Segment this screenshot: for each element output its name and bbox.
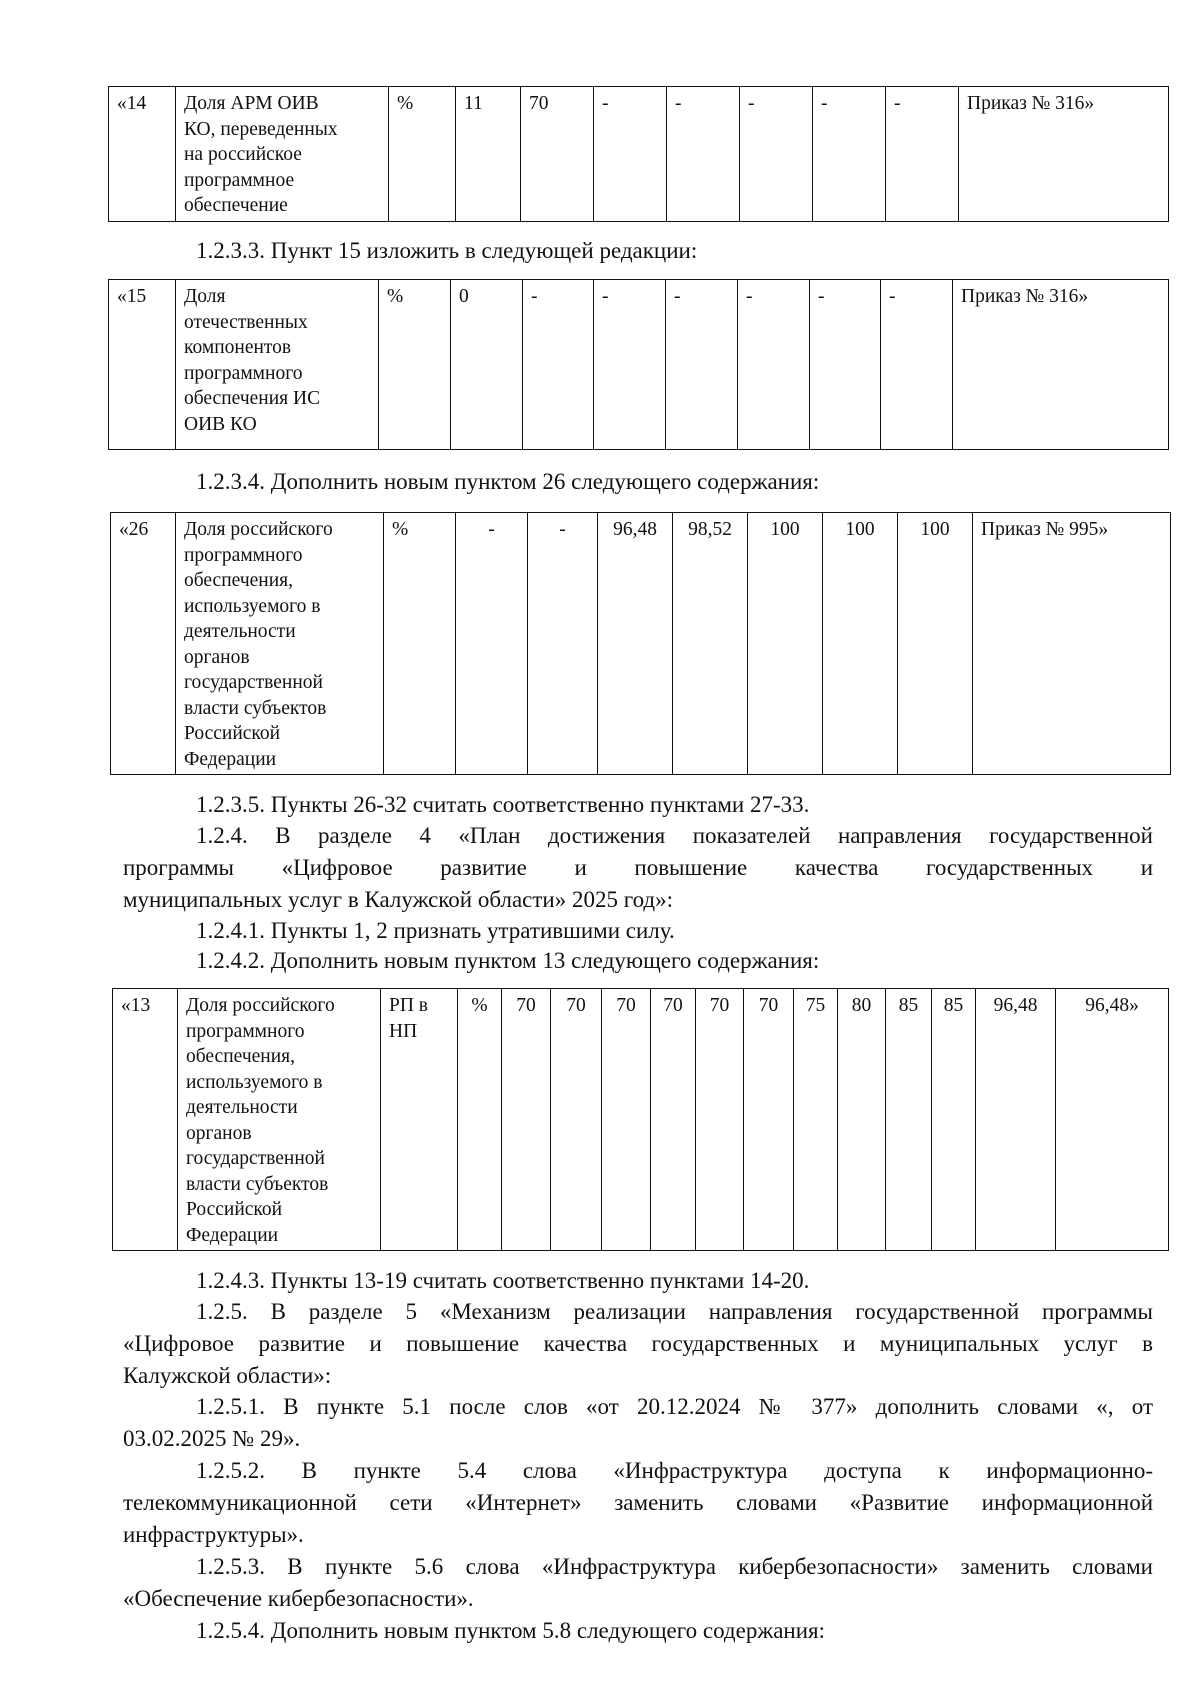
cell: % bbox=[389, 87, 456, 222]
line: инфраструктуры». bbox=[123, 1522, 304, 1547]
paragraph-1-2-4 bbox=[123, 820, 1153, 916]
paragraph-1-2-5-1 bbox=[123, 1391, 1153, 1455]
cell: «13 bbox=[113, 989, 178, 1251]
table-row-13 bbox=[112, 988, 1169, 1251]
cell: 98,52 bbox=[673, 513, 748, 775]
line: 1.2.5.1. В пункте 5.1 после слов «от 20.12.2024 № 377» дополнить словами «, от bbox=[196, 1394, 1153, 1419]
cell: Доля АРМ ОИВ КО, переведенных на российское программное обеспечение bbox=[176, 87, 389, 222]
cell: - bbox=[667, 87, 740, 222]
line: 1.2.5.3. В пункте 5.6 слова «Инфраструктура кибербезопасности» заменить словами bbox=[196, 1554, 1153, 1579]
cell: - bbox=[523, 280, 594, 450]
cell: - bbox=[456, 513, 528, 775]
line: 1.2.5. В разделе 5 «Механизм реализации направления государственной программы bbox=[196, 1299, 1153, 1324]
line: телекоммуникационной сети «Интернет» заменить словами «Развитие информационной bbox=[123, 1490, 1153, 1515]
line: «Цифровое развитие и повышение качества государственных и муниципальных услуг в bbox=[123, 1331, 1153, 1356]
cell: 70 bbox=[696, 989, 744, 1251]
cell: - bbox=[740, 87, 813, 222]
line: Калужской области»: bbox=[123, 1363, 332, 1388]
paragraph-1-2-5-4: 1.2.5.4. Дополнить новым пунктом 5.8 следующего содержания: bbox=[196, 1618, 826, 1643]
cell: 70 bbox=[744, 989, 794, 1251]
cell: - bbox=[666, 280, 738, 450]
cell: - bbox=[594, 280, 666, 450]
cell: 100 bbox=[748, 513, 823, 775]
cell: 70 bbox=[521, 87, 594, 222]
cell: «14 bbox=[109, 87, 176, 222]
cell: 85 bbox=[932, 989, 976, 1251]
cell: - bbox=[738, 280, 810, 450]
cell: 85 bbox=[886, 989, 932, 1251]
cell: 70 bbox=[551, 989, 602, 1251]
cell: РП в НП bbox=[381, 989, 458, 1251]
cell: 96,48 bbox=[976, 989, 1056, 1251]
cell: 70 bbox=[502, 989, 551, 1251]
line: 03.02.2025 № 29». bbox=[123, 1426, 301, 1451]
cell: % bbox=[458, 989, 502, 1251]
line: программы «Цифровое развитие и повышение качества государственных и bbox=[123, 855, 1153, 880]
cell: 100 bbox=[898, 513, 973, 775]
cell: 96,48» bbox=[1056, 989, 1169, 1251]
cell: - bbox=[886, 87, 959, 222]
cell: Приказ № 316» bbox=[959, 87, 1169, 222]
cell: 80 bbox=[838, 989, 886, 1251]
cell: «26 bbox=[111, 513, 176, 775]
cell: 70 bbox=[602, 989, 651, 1251]
paragraph-1-2-5-2 bbox=[123, 1455, 1153, 1551]
cell: % bbox=[379, 280, 451, 450]
cell: 11 bbox=[456, 87, 521, 222]
cell: Приказ № 995» bbox=[973, 513, 1171, 775]
cell: Доля российского программного обеспечения, используемого в деятельности органов государственной власти субъектов Российской Федерации bbox=[178, 989, 381, 1251]
paragraph-1-2-4-3: 1.2.4.3. Пункты 13-19 считать соответственно пунктами 14-20. bbox=[196, 1268, 810, 1293]
cell: Приказ № 316» bbox=[953, 280, 1169, 450]
cell: % bbox=[384, 513, 456, 775]
cell: - bbox=[528, 513, 598, 775]
paragraph-1-2-5-3 bbox=[123, 1551, 1153, 1615]
cell: «15 bbox=[109, 280, 176, 450]
cell: Доля отечественных компонентов программного обеспечения ИС ОИВ КО bbox=[176, 280, 379, 450]
cell: - bbox=[810, 280, 881, 450]
cell: - bbox=[594, 87, 667, 222]
paragraph-1-2-4-2: 1.2.4.2. Дополнить новым пунктом 13 следующего содержания: bbox=[196, 948, 820, 973]
cell: 100 bbox=[823, 513, 898, 775]
line: 1.2.4. В разделе 4 «План достижения показателей направления государственной bbox=[196, 823, 1153, 848]
paragraph-1-2-3-3: 1.2.3.3. Пункт 15 изложить в следующей редакции: bbox=[196, 238, 698, 263]
paragraph-1-2-4-1: 1.2.4.1. Пункты 1, 2 признать утратившими силу. bbox=[196, 918, 675, 943]
cell: - bbox=[813, 87, 886, 222]
line: «Обеспечение кибербезопасности». bbox=[123, 1586, 474, 1611]
cell: - bbox=[881, 280, 953, 450]
paragraph-1-2-3-5: 1.2.3.5. Пункты 26-32 считать соответственно пунктами 27-33. bbox=[196, 792, 810, 817]
cell: 70 bbox=[651, 989, 696, 1251]
table-row-26 bbox=[110, 512, 1171, 775]
paragraph-1-2-3-4: 1.2.3.4. Дополнить новым пунктом 26 следующего содержания: bbox=[196, 469, 820, 494]
paragraph-1-2-5 bbox=[123, 1296, 1153, 1392]
table-row-15 bbox=[108, 279, 1169, 450]
cell: 96,48 bbox=[598, 513, 673, 775]
table-row-14 bbox=[108, 86, 1169, 222]
line: муниципальных услуг в Калужской области» 2025 год»: bbox=[123, 887, 674, 912]
line: 1.2.5.2. В пункте 5.4 слова «Инфраструктура доступа к информационно- bbox=[196, 1458, 1153, 1483]
cell: 0 bbox=[451, 280, 523, 450]
cell: Доля российского программного обеспечения, используемого в деятельности органов государственной власти субъектов Российской Федерации bbox=[176, 513, 384, 775]
cell: 75 bbox=[794, 989, 838, 1251]
